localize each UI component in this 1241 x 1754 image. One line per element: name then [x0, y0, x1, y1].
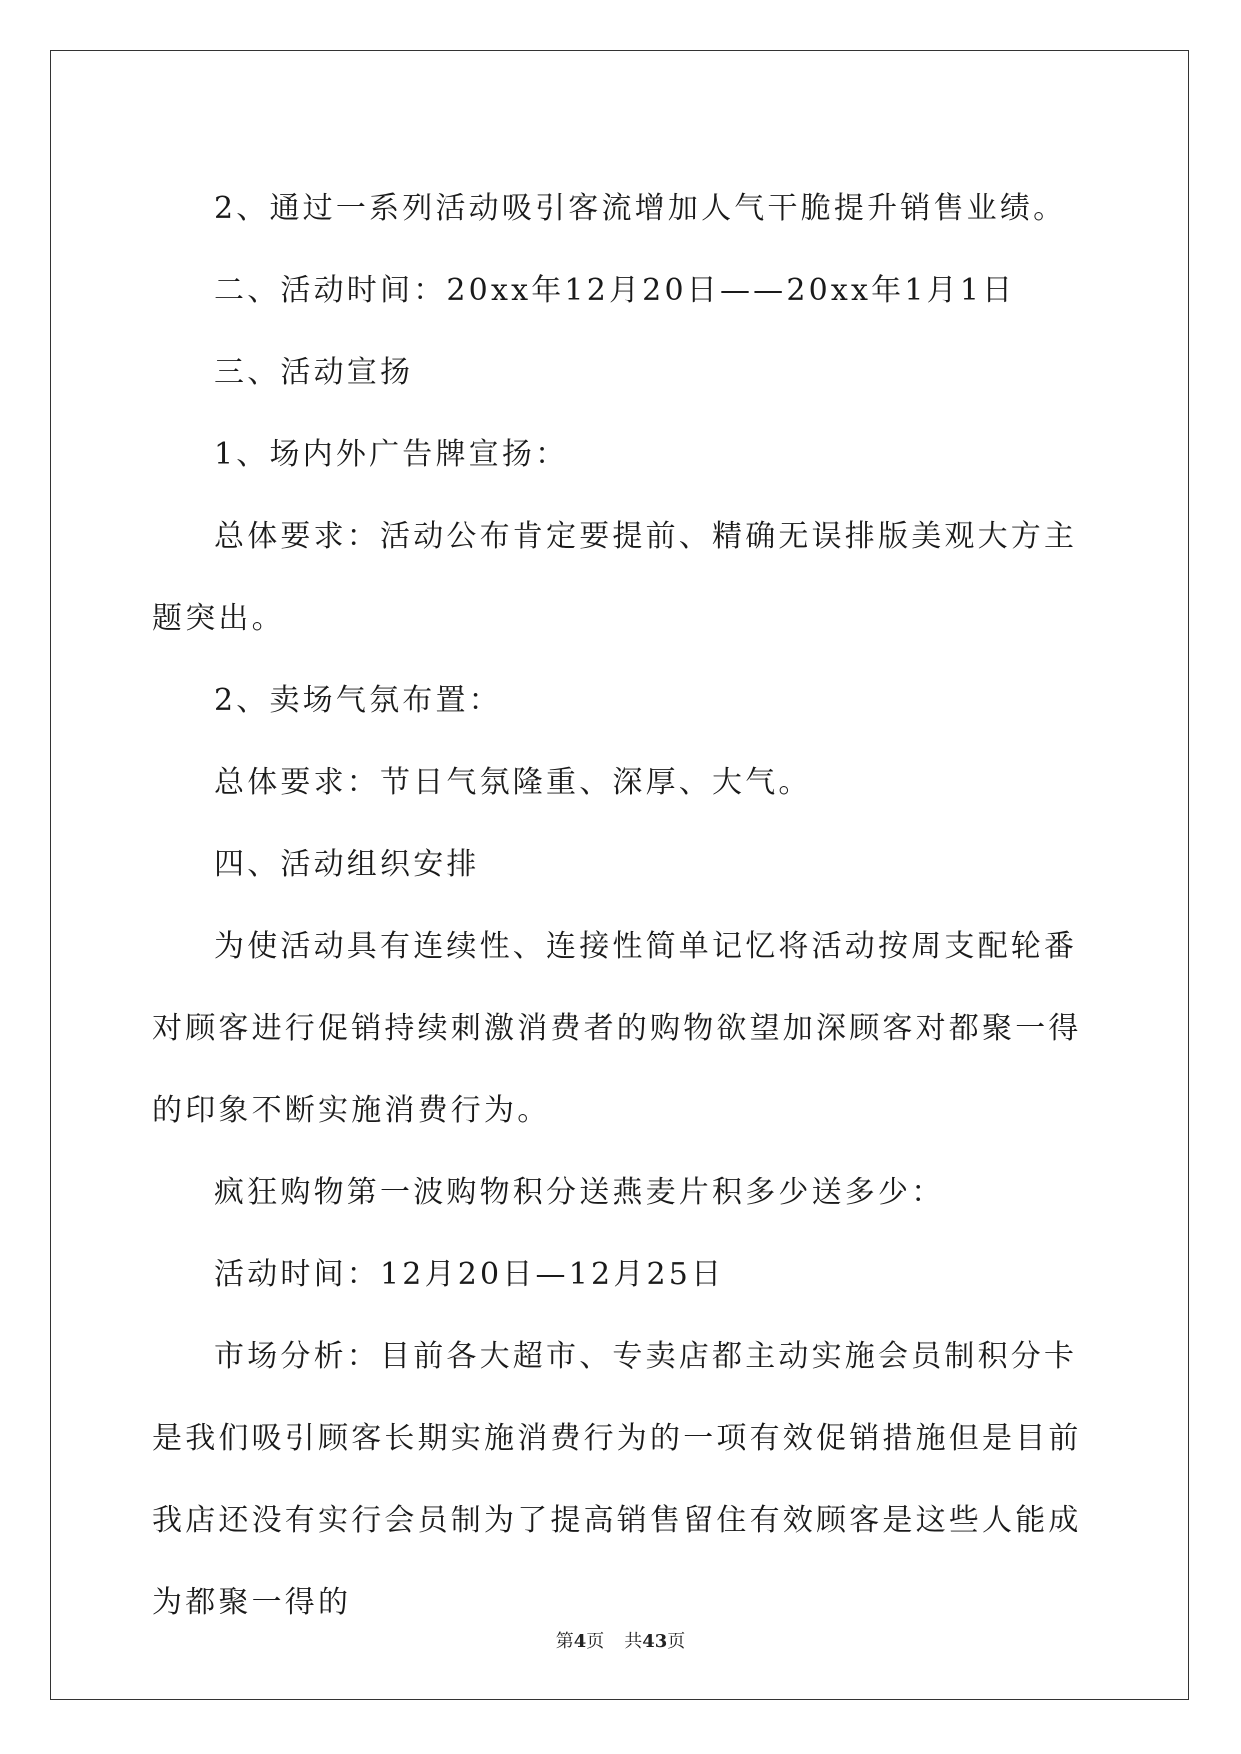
paragraph-5: 总体要求：活动公布肯定要提前、精确无误排版美观大方主题突出。: [152, 519, 1078, 636]
paragraph-2: 二、活动时间：20xx年12月20日——20xx年1月1日: [214, 273, 1016, 308]
paragraph-9: 为使活动具有连续性、连接性简单记忆将活动按周支配轮番对顾客进行促销持续刺激消费者的购物欲望加深顾客对都聚一得的印象不断实施消费行为。: [152, 929, 1082, 1128]
paragraph-12: 市场分析：目前各大超市、专卖店都主动实施会员制积分卡是我们吸引顾客长期实施消费行为的一项有效促销措施但是目前我店还没有实行会员制为了提高销售留住有效顾客是这些人能成为都聚一得的: [152, 1339, 1082, 1620]
paragraph-3: 三、活动宣扬: [214, 355, 414, 390]
footer-page-prefix: 第: [555, 1631, 574, 1652]
footer-page-number: 4: [573, 1631, 587, 1652]
paragraph-10: 疯狂购物第一波购物积分送燕麦片积多少送多少：: [214, 1175, 945, 1210]
paragraph-11: 活动时间：12月20日—12月25日: [214, 1257, 725, 1292]
paragraph-1: 2、通过一系列活动吸引客流增加人气干脆提升销售业绩。: [214, 191, 1067, 226]
page-footer: [0, 1627, 1241, 1653]
paragraph-4: 1、场内外广告牌宣扬：: [214, 437, 569, 472]
footer-total-prefix: 共: [624, 1631, 643, 1652]
footer-page-suffix: 页: [586, 1631, 605, 1652]
paragraph-8: 四、活动组织安排: [214, 847, 480, 882]
document-body: [152, 168, 1092, 1644]
footer-total-suffix: 页: [667, 1631, 686, 1652]
footer-total-pages: 43: [642, 1631, 668, 1652]
paragraph-7: 总体要求：节日气氛隆重、深厚、大气。: [214, 765, 812, 800]
paragraph-6: 2、卖场气氛布置：: [214, 683, 502, 718]
